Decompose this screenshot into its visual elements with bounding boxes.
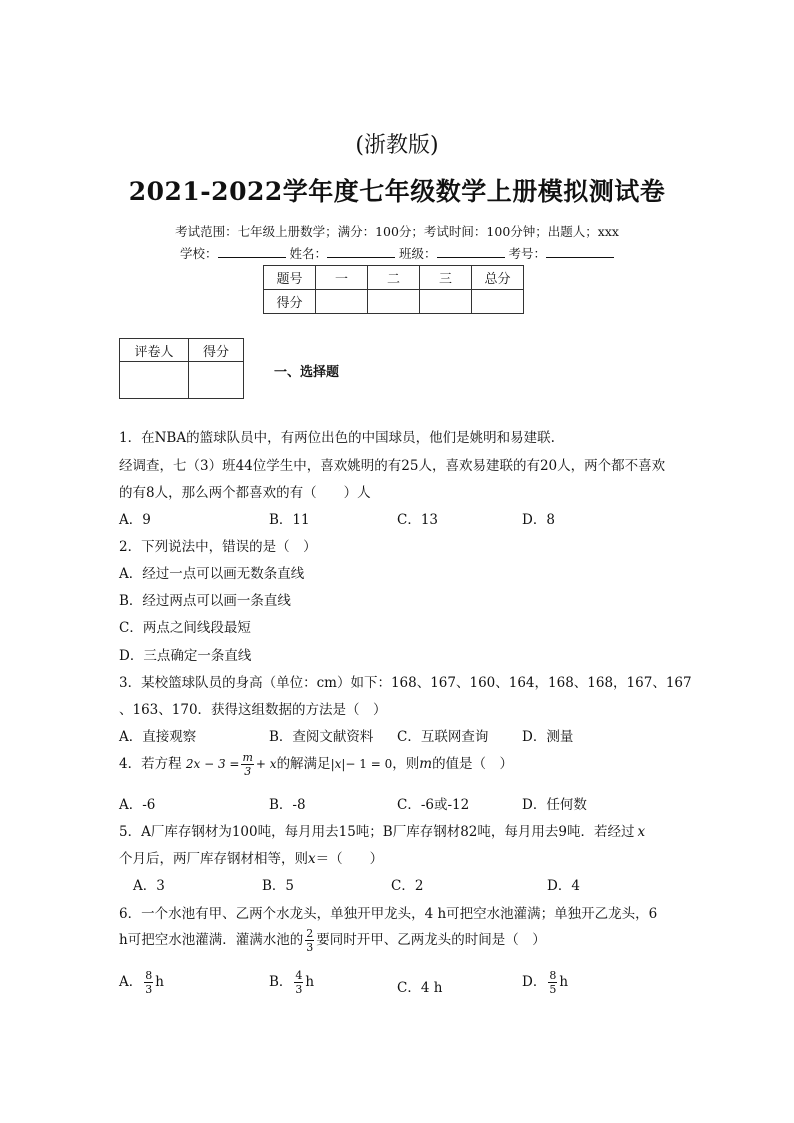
- section-title: 一、选择题: [274, 365, 340, 380]
- q1-option-b[interactable]: B．11: [269, 512, 310, 528]
- q4-mid: 的解满足: [276, 756, 331, 772]
- q6-option-a-num: 8: [145, 969, 153, 982]
- q6-option-b-fraction: [294, 970, 303, 995]
- score-header-cell: 三: [420, 266, 472, 290]
- q5-option-d[interactable]: D．4: [547, 878, 580, 894]
- q2-option-a[interactable]: A．经过一点可以画无数条直线: [119, 566, 305, 582]
- grader-cell[interactable]: [120, 362, 189, 399]
- exam-title: 2021-2022学年度七年级数学上册模拟测试卷: [128, 177, 666, 206]
- score-header-cell: 一: [316, 266, 368, 290]
- school-label: 学校：: [179, 246, 218, 261]
- q6-option-d-num: 8: [549, 969, 557, 982]
- q6-option-b-label: B．: [269, 974, 293, 990]
- q3-line1: 3．某校篮球队员的身高（单位：cm）如下：168、167、160、164，168、168，167、167: [119, 675, 692, 691]
- score-table-header-row: [264, 266, 524, 290]
- q4-equation-left: 2x − 3 =: [185, 757, 240, 771]
- q4-abs-rest: − 1 = 0: [345, 757, 393, 771]
- name-label: 姓名：: [289, 246, 327, 261]
- q6-option-d[interactable]: [522, 970, 568, 995]
- q6-option-d-den: 5: [549, 983, 557, 996]
- q4-fraction: [241, 752, 253, 777]
- exam-info: 考试范围：七年级上册数学；满分：100分；考试时间：100分钟；出题人；xxx: [175, 224, 619, 239]
- q2-option-b[interactable]: B．经过两点可以画一条直线: [119, 593, 291, 609]
- name-blank[interactable]: [327, 245, 395, 258]
- q6-line1: 6．一个水池有甲、乙两个水龙头，单独开甲龙头，4 h可把空水池灌满；单独开乙龙头，6: [119, 906, 658, 922]
- q5-line2-end: ＝（ ）: [315, 851, 384, 867]
- q4-option-c[interactable]: C．-6或-12: [397, 797, 470, 813]
- class-label: 班级：: [398, 246, 437, 261]
- grader-score-cell[interactable]: [189, 362, 244, 399]
- q6-option-d-unit: h: [559, 974, 569, 990]
- grader-table: [119, 338, 244, 399]
- score-header-cell: 二: [368, 266, 420, 290]
- q5-var-x: x: [308, 851, 316, 867]
- student-fields: [0, 244, 794, 262]
- q4-suffix1: ，则: [392, 756, 420, 772]
- q6-option-b-unit: h: [305, 974, 315, 990]
- q6-fraction: [305, 928, 314, 953]
- q6-option-d-fraction: [548, 970, 557, 995]
- q4-option-a[interactable]: A．-6: [119, 797, 156, 813]
- q4-abs-expr: |x|: [330, 757, 346, 771]
- q3-option-b[interactable]: B．查阅文献资料: [269, 729, 374, 745]
- q6-option-a-label: A．: [119, 974, 143, 990]
- q4-stem: [119, 752, 513, 777]
- q5-line2-text: 个月后，两厂库存钢材相等，则: [119, 851, 308, 867]
- q1-option-a[interactable]: A．9: [119, 512, 151, 528]
- q4-fraction-den: 3: [244, 765, 252, 778]
- q6-fraction-den: 3: [306, 941, 314, 954]
- q6-option-d-label: D．: [522, 974, 547, 990]
- q5-option-b[interactable]: B．5: [262, 878, 295, 894]
- q6-option-b-den: 3: [295, 983, 303, 996]
- q4-suffix2: 的值是（ ）: [432, 756, 514, 772]
- exam-edition: (浙教版): [355, 133, 439, 158]
- q5-line1: [119, 820, 645, 840]
- q2-option-d[interactable]: D．三点确定一条直线: [119, 648, 252, 664]
- q5-option-c[interactable]: C．2: [391, 878, 424, 894]
- school-blank[interactable]: [218, 245, 286, 258]
- q5-line1-text: 5．A厂库存钢材为100吨，每月用去15吨；B厂库存钢材82吨，每月用去9吨．若经过: [119, 824, 635, 840]
- q3-option-c[interactable]: C．互联网查询: [397, 729, 489, 745]
- q6-line2-end: 要同时开甲、乙两龙头的时间是（ ）: [316, 932, 546, 948]
- score-row-label: 得分: [264, 290, 316, 314]
- q1-line2: 经调查，七（3）班44位学生中，喜欢姚明的有25人，喜欢易建联的有20人，两个都不喜欢: [119, 458, 666, 474]
- q4-option-b[interactable]: B．-8: [269, 797, 306, 813]
- q5-var-x: x: [637, 824, 646, 840]
- class-blank[interactable]: [437, 245, 505, 258]
- q6-option-a-unit: h: [155, 974, 164, 990]
- q4-equation-right: + x: [255, 757, 277, 771]
- q4-option-d[interactable]: D．任何数: [522, 797, 587, 813]
- q3-line2: 、163、170．获得这组数据的方法是（ ）: [119, 702, 387, 718]
- grader-score-header: 得分: [189, 339, 244, 362]
- score-cell[interactable]: [368, 290, 420, 314]
- score-table: [263, 265, 524, 314]
- q5-option-a[interactable]: A．3: [133, 878, 165, 894]
- exam-number-label: 考号：: [508, 246, 546, 261]
- q6-option-a-fraction: [144, 970, 153, 995]
- q3-option-a[interactable]: A．直接观察: [119, 729, 197, 745]
- q1-line3: 的有8人，那么两个都喜欢的有（ ）人: [119, 485, 371, 501]
- score-cell[interactable]: [420, 290, 472, 314]
- q2-stem: 2．下列说法中，错误的是（ ）: [119, 539, 317, 555]
- q6-option-b[interactable]: [269, 970, 314, 995]
- q6-option-a[interactable]: [119, 970, 164, 995]
- q4-var-m: m: [419, 756, 433, 772]
- q6-line2: [119, 928, 546, 953]
- score-cell[interactable]: [472, 290, 524, 314]
- q3-option-d[interactable]: D．测量: [522, 729, 574, 745]
- q1-line1: 1．在NBA的篮球队员中，有两位出色的中国球员，他们是姚明和易建联.: [119, 430, 555, 446]
- q6-option-c-text: 4 h: [420, 980, 443, 996]
- score-header-cell: 题号: [264, 266, 316, 290]
- q6-option-a-den: 3: [145, 983, 153, 996]
- q6-option-b-num: 4: [295, 969, 303, 982]
- q6-option-c[interactable]: [397, 976, 442, 996]
- grader-header: 评卷人: [120, 339, 189, 362]
- q4-prefix: 4．若方程: [119, 756, 182, 772]
- q1-option-d[interactable]: D．8: [522, 512, 555, 528]
- score-table-score-row: [264, 290, 524, 314]
- q4-fraction-num: m: [242, 751, 253, 764]
- q5-line2: [119, 847, 383, 867]
- score-cell[interactable]: [316, 290, 368, 314]
- q6-line2-text: h可把空水池灌满．灌满水池的: [119, 932, 304, 948]
- q6-fraction-num: 2: [306, 927, 314, 940]
- exam-number-blank[interactable]: [546, 245, 614, 258]
- score-header-cell: 总分: [472, 266, 524, 290]
- q2-option-c[interactable]: C．两点之间线段最短: [119, 620, 251, 636]
- q1-option-c[interactable]: C．13: [397, 512, 439, 528]
- q6-option-c-label: C．: [397, 980, 421, 996]
